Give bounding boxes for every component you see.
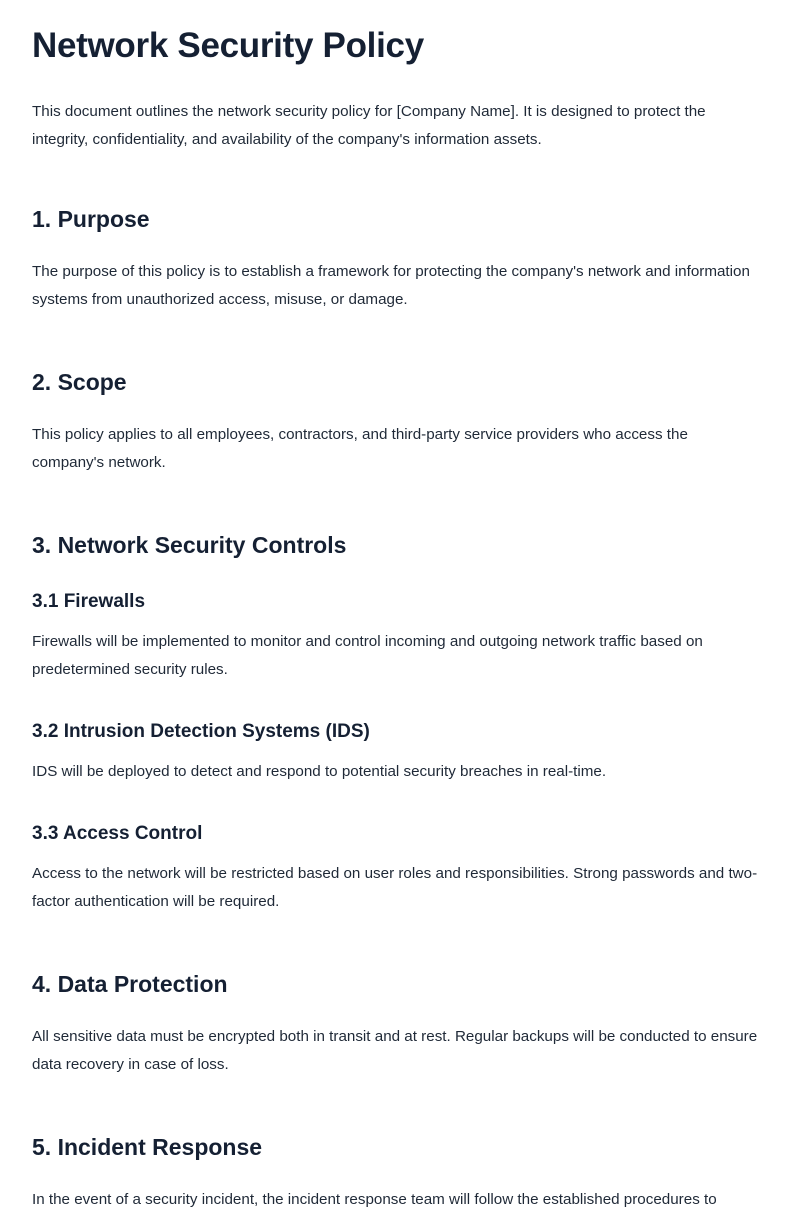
subsection-text-firewalls: Firewalls will be implemented to monitor and control incoming and outgoing network traffic based on predetermined security rules. [32, 633, 703, 678]
subsection-title-firewalls: 3.1 Firewalls [32, 591, 146, 612]
subsection-text-access-control: Access to the network will be restricted based on user roles and responsibilities. Strong passwords and two-factor authentication will be required. [32, 865, 758, 910]
subsection-title-access-control: 3.3 Access Control [32, 823, 203, 844]
section-title-purpose: 1. Purpose [32, 206, 150, 232]
document-title: Network Security Policy [32, 26, 424, 65]
section-text-purpose: The purpose of this policy is to establish a framework for protecting the company's network and information systems from unauthorized access, misuse, or damage. [32, 263, 750, 308]
section-title-data-protection: 4. Data Protection [32, 971, 228, 997]
section-title-scope: 2. Scope [32, 369, 127, 395]
section-text-scope: This policy applies to all employees, contractors, and third-party service providers who access the company's network. [32, 426, 688, 471]
subsection-title-ids: 3.2 Intrusion Detection Systems (IDS) [32, 721, 370, 742]
section-title-network-security-controls: 3. Network Security Controls [32, 532, 347, 558]
section-text-incident-response: In the event of a security incident, the incident response team will follow the established procedures to [32, 1191, 717, 1208]
subsection-text-ids: IDS will be deployed to detect and respond to potential security breaches in real-time. [32, 763, 607, 780]
section-title-incident-response: 5. Incident Response [32, 1134, 263, 1160]
section-text-data-protection: All sensitive data must be encrypted both in transit and at rest. Regular backups will be conducted to ensure data recovery in case of loss. [32, 1028, 758, 1073]
document-intro: This document outlines the network security policy for [Company Name]. It is designed to protect the integrity, confidentiality, and availability of the company's information assets. [32, 103, 706, 148]
